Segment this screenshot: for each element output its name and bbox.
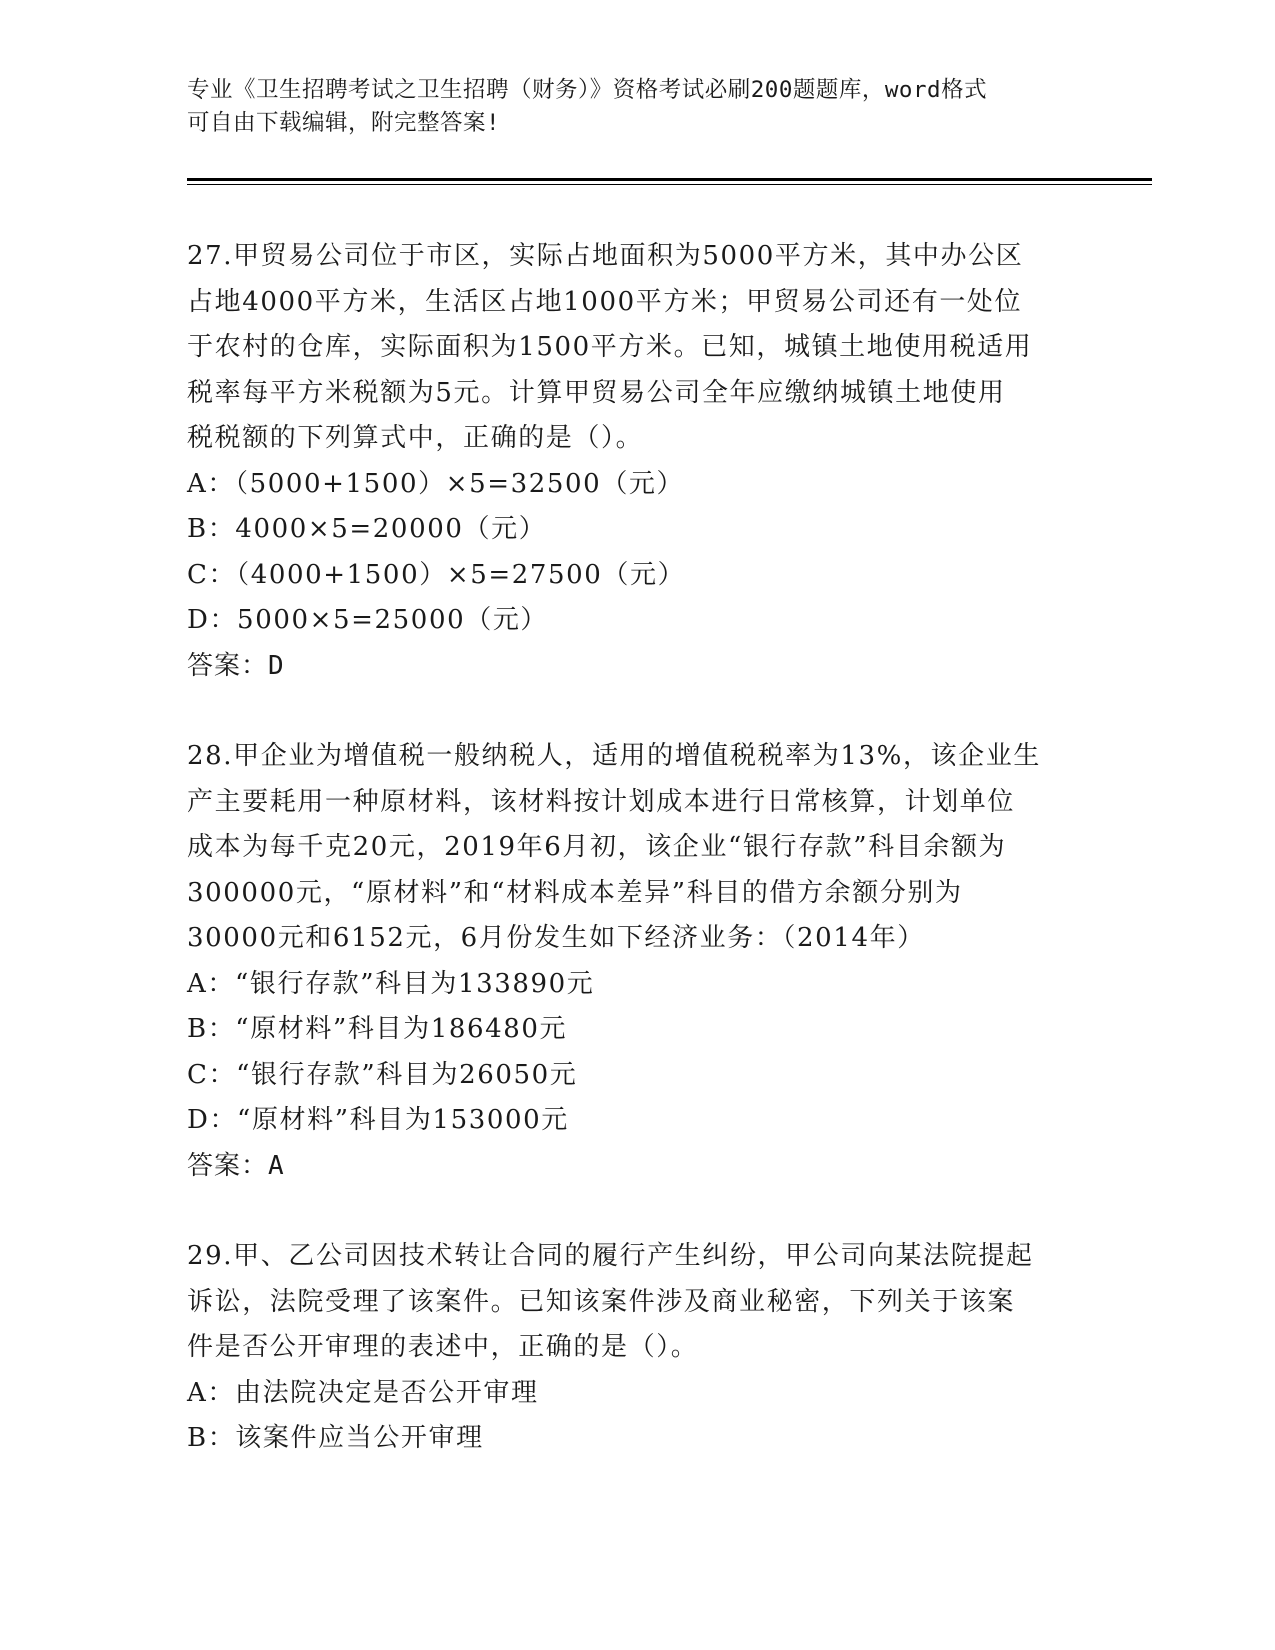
question-text-line: 占地4000平方米，生活区占地1000平方米；甲贸易公司还有一处位 — [187, 286, 1023, 317]
question-text-line: 27.甲贸易公司位于市区，实际占地面积为5000平方米，其中办公区 — [187, 241, 1024, 271]
option-c: C：（4000+1500）×5=27500（元） — [187, 559, 686, 590]
question-text-line: 于农村的仓库，实际面积为1500平方米。已知，城镇土地使用税适用 — [187, 332, 1033, 362]
option-d: D：“原材料”科目为153000元 — [187, 1105, 569, 1135]
question-text-line: 28.甲企业为增值税一般纳税人，适用的增值税税率为13%，该企业生 — [187, 741, 1041, 771]
question-text-line: 300000元，“原材料”和“材料成本差异”科目的借方余额分别为 — [187, 877, 963, 908]
question-28 — [187, 734, 1087, 1189]
question-text-line: 产主要耗用一种原材料，该材料按计划成本进行日常核算，计划单位 — [187, 786, 1016, 817]
option-d: D：5000×5=25000（元） — [187, 605, 549, 635]
question-text-line: 诉讼，法院受理了该案件。已知该案件涉及商业秘密，下列关于该案 — [187, 1286, 1016, 1317]
question-text-line: 税税额的下列算式中，正确的是（）。 — [187, 423, 644, 453]
option-b: B：该案件应当公开审理 — [187, 1423, 484, 1453]
question-text-line: 29.甲、乙公司因技术转让合同的履行产生纠纷，甲公司向某法院提起 — [187, 1241, 1034, 1271]
option-b: B：“原材料”科目为186480元 — [187, 1014, 568, 1044]
option-b: B：4000×5=20000（元） — [187, 514, 547, 544]
option-a: A：（5000+1500）×5=32500（元） — [187, 468, 685, 499]
question-text-line: 税率每平方米税额为5元。计算甲贸易公司全年应缴纳城镇土地使用 — [187, 377, 1006, 408]
header-title-line-1: 专业《卫生招聘考试之卫生招聘（财务）》资格考试必刷200题题库，word格式 — [187, 77, 988, 103]
question-text-line: 成本为每千克20元，2019年6月初，该企业“银行存款”科目余额为 — [187, 832, 1007, 862]
option-c: C：“银行存款”科目为26050元 — [187, 1059, 578, 1090]
header-title-line-2: 可自由下载编辑，附完整答案! — [187, 110, 501, 136]
question-27 — [187, 234, 1087, 689]
option-a: A：“银行存款”科目为133890元 — [187, 968, 595, 999]
answer-label: 答案：A — [187, 1150, 285, 1181]
option-a: A：由法院决定是否公开审理 — [187, 1377, 539, 1408]
question-29 — [187, 1234, 1087, 1462]
answer-label: 答案：D — [187, 650, 285, 681]
document-header — [187, 74, 1067, 140]
header-rule-thick — [187, 178, 1152, 181]
header-rule-thin — [187, 184, 1152, 185]
question-text-line: 30000元和6152元，6月份发生如下经济业务：（2014年） — [187, 923, 925, 953]
question-text-line: 件是否公开审理的表述中，正确的是（）。 — [187, 1332, 699, 1362]
